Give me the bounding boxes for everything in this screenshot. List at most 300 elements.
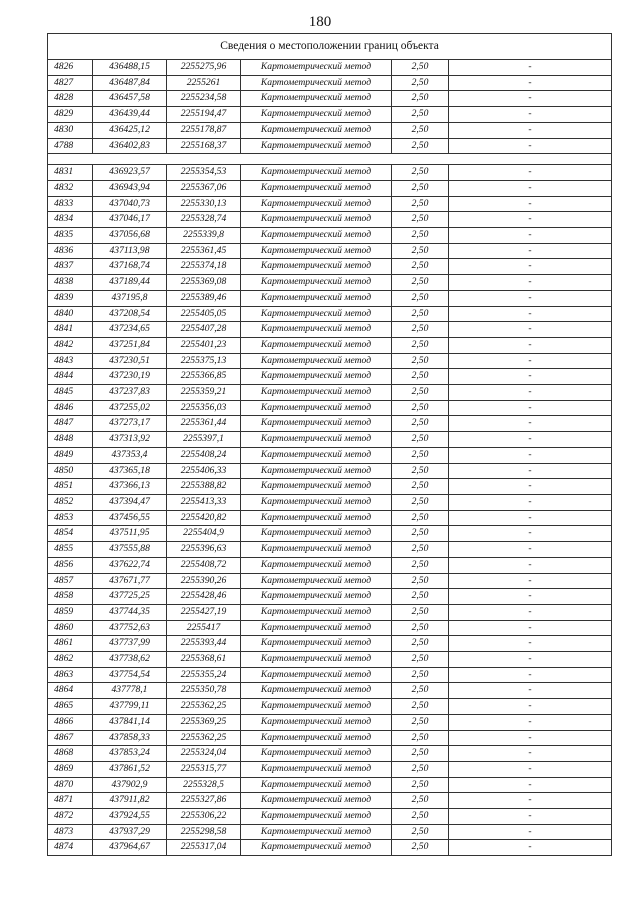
method-cell: Картометрический метод — [241, 243, 392, 259]
point-number-cell: 4828 — [48, 91, 93, 107]
coord-y-cell: 2255261 — [167, 75, 241, 91]
accuracy-cell: 2,50 — [392, 447, 449, 463]
table-row — [48, 447, 612, 463]
method-cell: Картометрический метод — [241, 746, 392, 762]
table-row — [48, 337, 612, 353]
accuracy-cell: 2,50 — [392, 385, 449, 401]
table-row — [48, 322, 612, 338]
table-row — [48, 60, 612, 76]
table-row — [48, 416, 612, 432]
coord-y-cell: 2255355,24 — [167, 667, 241, 683]
method-cell: Картометрический метод — [241, 416, 392, 432]
note-cell: - — [449, 60, 612, 76]
coord-x-cell: 437911,82 — [93, 793, 167, 809]
method-cell: Картометрический метод — [241, 196, 392, 212]
point-number-cell: 4863 — [48, 667, 93, 683]
coord-x-cell: 437725,25 — [93, 589, 167, 605]
note-cell: - — [449, 714, 612, 730]
accuracy-cell: 2,50 — [392, 60, 449, 76]
coord-x-cell: 437056,68 — [93, 228, 167, 244]
coord-y-cell: 2255328,5 — [167, 777, 241, 793]
method-cell: Картометрический метод — [241, 337, 392, 353]
table-row — [48, 369, 612, 385]
table-row — [48, 290, 612, 306]
method-cell: Картометрический метод — [241, 479, 392, 495]
coord-y-cell: 2255306,22 — [167, 809, 241, 825]
method-cell: Картометрический метод — [241, 212, 392, 228]
point-number-cell: 4849 — [48, 447, 93, 463]
note-cell: - — [449, 353, 612, 369]
table-row — [48, 107, 612, 123]
note-cell: - — [449, 573, 612, 589]
accuracy-cell: 2,50 — [392, 165, 449, 181]
accuracy-cell: 2,50 — [392, 683, 449, 699]
table-row — [48, 259, 612, 275]
method-cell: Картометрический метод — [241, 730, 392, 746]
note-cell: - — [449, 683, 612, 699]
coord-x-cell: 437853,24 — [93, 746, 167, 762]
note-cell: - — [449, 652, 612, 668]
accuracy-cell: 2,50 — [392, 494, 449, 510]
coord-x-cell: 437195,8 — [93, 290, 167, 306]
coord-y-cell: 2255390,26 — [167, 573, 241, 589]
point-number-cell: 4866 — [48, 714, 93, 730]
table-row — [48, 746, 612, 762]
table-row — [48, 714, 612, 730]
coord-x-cell: 437365,18 — [93, 463, 167, 479]
note-cell: - — [449, 400, 612, 416]
method-cell: Картометрический метод — [241, 91, 392, 107]
table-row — [48, 793, 612, 809]
method-cell: Картометрический метод — [241, 777, 392, 793]
accuracy-cell: 2,50 — [392, 180, 449, 196]
table-caption-row — [48, 34, 612, 60]
coord-x-cell: 437353,4 — [93, 447, 167, 463]
table-row — [48, 463, 612, 479]
method-cell: Картометрический метод — [241, 699, 392, 715]
coord-x-cell: 437230,19 — [93, 369, 167, 385]
point-number-cell: 4854 — [48, 526, 93, 542]
note-cell: - — [449, 322, 612, 338]
coord-y-cell: 2255389,46 — [167, 290, 241, 306]
coord-y-cell: 2255317,04 — [167, 840, 241, 856]
table-row — [48, 122, 612, 138]
table-row — [48, 824, 612, 840]
note-cell: - — [449, 107, 612, 123]
point-number-cell: 4832 — [48, 180, 93, 196]
note-cell: - — [449, 777, 612, 793]
method-cell: Картометрический метод — [241, 840, 392, 856]
coord-y-cell: 2255405,05 — [167, 306, 241, 322]
method-cell: Картометрический метод — [241, 290, 392, 306]
point-number-cell: 4842 — [48, 337, 93, 353]
method-cell: Картометрический метод — [241, 107, 392, 123]
table-row — [48, 138, 612, 154]
point-number-cell: 4839 — [48, 290, 93, 306]
note-cell: - — [449, 416, 612, 432]
note-cell: - — [449, 494, 612, 510]
note-cell: - — [449, 479, 612, 495]
note-cell: - — [449, 636, 612, 652]
coord-y-cell: 2255427,19 — [167, 604, 241, 620]
method-cell: Картометрический метод — [241, 604, 392, 620]
coord-y-cell: 2255327,86 — [167, 793, 241, 809]
table-row — [48, 165, 612, 181]
method-cell: Картометрический метод — [241, 385, 392, 401]
note-cell: - — [449, 463, 612, 479]
coord-x-cell: 436943,94 — [93, 180, 167, 196]
point-number-cell: 4835 — [48, 228, 93, 244]
accuracy-cell: 2,50 — [392, 652, 449, 668]
coord-y-cell: 2255374,18 — [167, 259, 241, 275]
note-cell: - — [449, 620, 612, 636]
accuracy-cell: 2,50 — [392, 369, 449, 385]
coord-y-cell: 2255428,46 — [167, 589, 241, 605]
point-number-cell: 4856 — [48, 557, 93, 573]
method-cell: Картометрический метод — [241, 180, 392, 196]
method-cell: Картометрический метод — [241, 683, 392, 699]
accuracy-cell: 2,50 — [392, 667, 449, 683]
point-number-cell: 4788 — [48, 138, 93, 154]
accuracy-cell: 2,50 — [392, 699, 449, 715]
coord-y-cell: 2255417 — [167, 620, 241, 636]
coord-y-cell: 2255369,25 — [167, 714, 241, 730]
note-cell: - — [449, 165, 612, 181]
coord-x-cell: 436923,57 — [93, 165, 167, 181]
coord-x-cell: 437456,55 — [93, 510, 167, 526]
point-number-cell: 4841 — [48, 322, 93, 338]
coord-y-cell: 2255350,78 — [167, 683, 241, 699]
accuracy-cell: 2,50 — [392, 636, 449, 652]
coord-y-cell: 2255168,37 — [167, 138, 241, 154]
table-row — [48, 432, 612, 448]
point-number-cell: 4860 — [48, 620, 93, 636]
coord-x-cell: 437752,63 — [93, 620, 167, 636]
method-cell: Картометрический метод — [241, 322, 392, 338]
point-number-cell: 4830 — [48, 122, 93, 138]
method-cell: Картометрический метод — [241, 542, 392, 558]
coord-y-cell: 2255367,06 — [167, 180, 241, 196]
coord-x-cell: 437622,74 — [93, 557, 167, 573]
coord-y-cell: 2255361,45 — [167, 243, 241, 259]
note-cell: - — [449, 746, 612, 762]
note-cell: - — [449, 667, 612, 683]
point-number-cell: 4870 — [48, 777, 93, 793]
accuracy-cell: 2,50 — [392, 91, 449, 107]
coord-y-cell: 2255315,77 — [167, 761, 241, 777]
point-number-cell: 4852 — [48, 494, 93, 510]
coord-y-cell: 2255324,04 — [167, 746, 241, 762]
note-cell: - — [449, 228, 612, 244]
point-number-cell: 4845 — [48, 385, 93, 401]
table-row — [48, 636, 612, 652]
coord-y-cell: 2255356,03 — [167, 400, 241, 416]
table-row — [48, 730, 612, 746]
table-row — [48, 589, 612, 605]
coord-x-cell: 437861,52 — [93, 761, 167, 777]
point-number-cell: 4826 — [48, 60, 93, 76]
coord-x-cell: 437366,13 — [93, 479, 167, 495]
point-number-cell: 4840 — [48, 306, 93, 322]
coord-x-cell: 437394,47 — [93, 494, 167, 510]
point-number-cell: 4838 — [48, 275, 93, 291]
coord-x-cell: 437234,65 — [93, 322, 167, 338]
table-row — [48, 353, 612, 369]
coord-y-cell: 2255388,82 — [167, 479, 241, 495]
coord-y-cell: 2255234,58 — [167, 91, 241, 107]
point-number-cell: 4844 — [48, 369, 93, 385]
note-cell: - — [449, 75, 612, 91]
coord-x-cell: 436457,58 — [93, 91, 167, 107]
table-row — [48, 385, 612, 401]
table-row — [48, 761, 612, 777]
point-number-cell: 4855 — [48, 542, 93, 558]
table-row — [48, 91, 612, 107]
method-cell: Картометрический метод — [241, 526, 392, 542]
method-cell: Картометрический метод — [241, 761, 392, 777]
accuracy-cell: 2,50 — [392, 107, 449, 123]
coord-x-cell: 437902,9 — [93, 777, 167, 793]
accuracy-cell: 2,50 — [392, 746, 449, 762]
coord-y-cell: 2255393,44 — [167, 636, 241, 652]
note-cell: - — [449, 809, 612, 825]
coord-y-cell: 2255339,8 — [167, 228, 241, 244]
coord-x-cell: 437555,88 — [93, 542, 167, 558]
table-row — [48, 620, 612, 636]
method-cell: Картометрический метод — [241, 652, 392, 668]
coord-y-cell: 2255361,44 — [167, 416, 241, 432]
table-row — [48, 542, 612, 558]
table-row — [48, 306, 612, 322]
accuracy-cell: 2,50 — [392, 777, 449, 793]
note-cell: - — [449, 243, 612, 259]
coord-y-cell: 2255408,24 — [167, 447, 241, 463]
table-row — [48, 196, 612, 212]
method-cell: Картометрический метод — [241, 369, 392, 385]
coord-x-cell: 437799,11 — [93, 699, 167, 715]
table-group-1 — [48, 60, 612, 154]
method-cell: Картометрический метод — [241, 573, 392, 589]
coord-y-cell: 2255401,23 — [167, 337, 241, 353]
coord-x-cell: 436425,12 — [93, 122, 167, 138]
table-row — [48, 683, 612, 699]
note-cell: - — [449, 840, 612, 856]
accuracy-cell: 2,50 — [392, 75, 449, 91]
note-cell: - — [449, 761, 612, 777]
accuracy-cell: 2,50 — [392, 138, 449, 154]
coord-y-cell: 2255359,21 — [167, 385, 241, 401]
method-cell: Картометрический метод — [241, 824, 392, 840]
coord-x-cell: 437255,02 — [93, 400, 167, 416]
point-number-cell: 4859 — [48, 604, 93, 620]
coord-y-cell: 2255420,82 — [167, 510, 241, 526]
point-number-cell: 4861 — [48, 636, 93, 652]
method-cell: Картометрический метод — [241, 667, 392, 683]
table-row — [48, 573, 612, 589]
coord-x-cell: 437313,92 — [93, 432, 167, 448]
table-row — [48, 275, 612, 291]
table-group-separator — [48, 154, 612, 165]
point-number-cell: 4831 — [48, 165, 93, 181]
point-number-cell: 4846 — [48, 400, 93, 416]
boundary-coordinates-table — [47, 33, 612, 856]
accuracy-cell: 2,50 — [392, 243, 449, 259]
coord-x-cell: 437168,74 — [93, 259, 167, 275]
note-cell: - — [449, 259, 612, 275]
accuracy-cell: 2,50 — [392, 322, 449, 338]
method-cell: Картометрический метод — [241, 306, 392, 322]
method-cell: Картометрический метод — [241, 494, 392, 510]
note-cell: - — [449, 122, 612, 138]
point-number-cell: 4874 — [48, 840, 93, 856]
coord-x-cell: 437964,67 — [93, 840, 167, 856]
point-number-cell: 4862 — [48, 652, 93, 668]
accuracy-cell: 2,50 — [392, 212, 449, 228]
point-number-cell: 4857 — [48, 573, 93, 589]
coord-x-cell: 436488,15 — [93, 60, 167, 76]
point-number-cell: 4829 — [48, 107, 93, 123]
coord-x-cell: 437189,44 — [93, 275, 167, 291]
accuracy-cell: 2,50 — [392, 809, 449, 825]
method-cell: Картометрический метод — [241, 138, 392, 154]
note-cell: - — [449, 542, 612, 558]
note-cell: - — [449, 447, 612, 463]
coord-x-cell: 437237,83 — [93, 385, 167, 401]
accuracy-cell: 2,50 — [392, 290, 449, 306]
table-group-2 — [48, 165, 612, 856]
accuracy-cell: 2,50 — [392, 259, 449, 275]
point-number-cell: 4872 — [48, 809, 93, 825]
accuracy-cell: 2,50 — [392, 416, 449, 432]
coord-x-cell: 437924,55 — [93, 809, 167, 825]
table-row — [48, 75, 612, 91]
method-cell: Картометрический метод — [241, 400, 392, 416]
note-cell: - — [449, 196, 612, 212]
point-number-cell: 4853 — [48, 510, 93, 526]
point-number-cell: 4867 — [48, 730, 93, 746]
coord-y-cell: 2255366,85 — [167, 369, 241, 385]
coord-x-cell: 436402,83 — [93, 138, 167, 154]
note-cell: - — [449, 824, 612, 840]
note-cell: - — [449, 557, 612, 573]
coord-y-cell: 2255396,63 — [167, 542, 241, 558]
accuracy-cell: 2,50 — [392, 573, 449, 589]
coord-x-cell: 437273,17 — [93, 416, 167, 432]
note-cell: - — [449, 290, 612, 306]
point-number-cell: 4873 — [48, 824, 93, 840]
coord-x-cell: 436439,44 — [93, 107, 167, 123]
coord-y-cell: 2255362,25 — [167, 699, 241, 715]
coord-x-cell: 437754,54 — [93, 667, 167, 683]
note-cell: - — [449, 138, 612, 154]
coord-x-cell: 437046,17 — [93, 212, 167, 228]
coord-y-cell: 2255330,13 — [167, 196, 241, 212]
coord-y-cell: 2255328,74 — [167, 212, 241, 228]
method-cell: Картометрический метод — [241, 353, 392, 369]
table-row — [48, 699, 612, 715]
method-cell: Картометрический метод — [241, 463, 392, 479]
accuracy-cell: 2,50 — [392, 714, 449, 730]
accuracy-cell: 2,50 — [392, 510, 449, 526]
table-row — [48, 526, 612, 542]
note-cell: - — [449, 432, 612, 448]
note-cell: - — [449, 306, 612, 322]
table-row — [48, 604, 612, 620]
method-cell: Картометрический метод — [241, 432, 392, 448]
point-number-cell: 4851 — [48, 479, 93, 495]
accuracy-cell: 2,50 — [392, 479, 449, 495]
accuracy-cell: 2,50 — [392, 463, 449, 479]
point-number-cell: 4836 — [48, 243, 93, 259]
accuracy-cell: 2,50 — [392, 353, 449, 369]
coord-x-cell: 437208,54 — [93, 306, 167, 322]
coord-x-cell: 436487,84 — [93, 75, 167, 91]
method-cell: Картометрический метод — [241, 165, 392, 181]
coord-x-cell: 437858,33 — [93, 730, 167, 746]
coord-x-cell: 437113,98 — [93, 243, 167, 259]
accuracy-cell: 2,50 — [392, 824, 449, 840]
accuracy-cell: 2,50 — [392, 589, 449, 605]
table-row — [48, 809, 612, 825]
method-cell: Картометрический метод — [241, 589, 392, 605]
accuracy-cell: 2,50 — [392, 557, 449, 573]
coord-y-cell: 2255408,72 — [167, 557, 241, 573]
coord-x-cell: 437511,95 — [93, 526, 167, 542]
point-number-cell: 4864 — [48, 683, 93, 699]
point-number-cell: 4868 — [48, 746, 93, 762]
accuracy-cell: 2,50 — [392, 432, 449, 448]
accuracy-cell: 2,50 — [392, 122, 449, 138]
note-cell: - — [449, 337, 612, 353]
coord-x-cell: 437230,51 — [93, 353, 167, 369]
method-cell: Картометрический метод — [241, 259, 392, 275]
coord-x-cell: 437937,29 — [93, 824, 167, 840]
table-row — [48, 212, 612, 228]
separator-row — [48, 154, 612, 165]
accuracy-cell: 2,50 — [392, 542, 449, 558]
accuracy-cell: 2,50 — [392, 620, 449, 636]
coord-x-cell: 437744,35 — [93, 604, 167, 620]
note-cell: - — [449, 510, 612, 526]
coord-y-cell: 2255413,33 — [167, 494, 241, 510]
coord-y-cell: 2255368,61 — [167, 652, 241, 668]
coord-y-cell: 2255407,28 — [167, 322, 241, 338]
method-cell: Картометрический метод — [241, 620, 392, 636]
note-cell: - — [449, 385, 612, 401]
table-row — [48, 228, 612, 244]
note-cell: - — [449, 212, 612, 228]
table-caption: Сведения о местоположении границ объекта — [48, 34, 612, 60]
accuracy-cell: 2,50 — [392, 604, 449, 620]
table-row — [48, 667, 612, 683]
point-number-cell: 4869 — [48, 761, 93, 777]
note-cell: - — [449, 91, 612, 107]
coord-x-cell: 437778,1 — [93, 683, 167, 699]
point-number-cell: 4850 — [48, 463, 93, 479]
table-row — [48, 494, 612, 510]
note-cell: - — [449, 699, 612, 715]
accuracy-cell: 2,50 — [392, 526, 449, 542]
table-row — [48, 243, 612, 259]
accuracy-cell: 2,50 — [392, 196, 449, 212]
table-row — [48, 652, 612, 668]
method-cell: Картометрический метод — [241, 447, 392, 463]
method-cell: Картометрический метод — [241, 275, 392, 291]
note-cell: - — [449, 526, 612, 542]
table-row — [48, 510, 612, 526]
coord-x-cell: 437841,14 — [93, 714, 167, 730]
note-cell: - — [449, 730, 612, 746]
